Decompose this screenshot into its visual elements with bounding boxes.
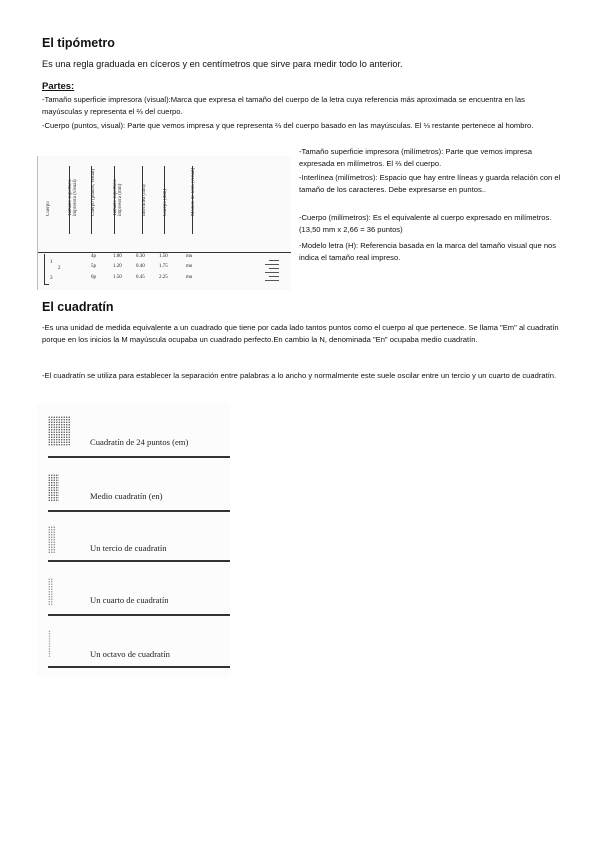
cuadratin-rule [48,560,230,562]
en-square-sample [48,474,59,502]
ruler-cell: 1.50 [159,254,168,259]
eighth-square-sample [48,630,51,658]
ruler-cell: mu [186,275,193,280]
ruler-col-label: Cuerpo (puntos, visual) [91,168,96,216]
ruler-cell: 0.30 [136,254,145,259]
cuadratin-label: Un octavo de cuadratín [90,649,170,659]
ruler-cell: mu [186,264,193,269]
ruler-tick [265,272,279,273]
partes-item-interlinea: -Interlínea (milímetros): Espacio que hay entre líneas y guarda relación con el tamaño de los caracteres. Debe expresarse en puntos.. [299,173,561,194]
ruler-cell: 2.25 [159,275,168,280]
ruler-arrow-line [164,166,165,234]
cuadratin-label: Un tercio de cuadratín [90,543,167,553]
partes-item-tamano-visual: -Tamaño superficie impresora (visual):Marca que expresa el tamaño del cuerpo de la letra cuya referencia más aproximada se encuentra en las mayúsculas y representa el ⅔ del cuerpo. [42,95,525,116]
ruler-cell: 0.45 [136,275,145,280]
ruler-row-number: 3 [50,276,53,281]
cuadratin-figure [37,404,230,676]
cuadratin-label: Cuadratín de 24 puntos (em) [90,437,189,447]
ruler-row-number: 2 [58,266,61,271]
partes-item-cuerpo-visual: -Cuerpo (puntos, visual): Parte que vemos impresa y que representa ⅔ del cuerpo basado en las mayúsculas. El ⅓ restante pertenece al hombro. [42,121,534,130]
ruler-arrow-line [192,166,193,234]
ruler-cell: 1.00 [113,254,122,259]
cuadratin-label: Medio cuadratín (en) [90,491,163,501]
section-title-tipometro: El tipómetro [42,36,115,50]
partes-item-tamano-mm: -Tamaño superficie impresora (milímetros): Parte que vemos impresa expresada en milímetros. El ⅔ del cuerpo. [299,147,532,168]
ruler-cell: 1.75 [159,264,168,269]
cuadratin-rule [48,456,230,458]
ruler-col-label: Tamaño superficie impresora (mm) [113,179,123,216]
ruler-tick [265,280,279,281]
em-square-sample [48,416,70,446]
ruler-divider [38,252,291,253]
ruler-cell: mu [186,254,193,259]
ruler-col-label: Cuerpo (mm) [163,188,168,216]
ruler-col-label: Tamaño superficie impresora (visual) [68,179,78,216]
ruler-cell: 1.50 [113,275,122,280]
cuadratin-rule [48,666,230,668]
ruler-tick [269,260,279,261]
ruler-col-label: Interlínea (mm) [142,184,147,216]
tipometro-ruler-image [37,156,291,290]
section-title-cuadratin: El cuadratín [42,300,114,314]
cuadratin-paragraph-1: -Es una unidad de medida equivalente a un cuadrado que tiene por cada lado tantos puntos como el cuerpo al que pertenece. Se llama "Em" al cuadratín porque en los inicios la M mayúscula ocupaba un cuadrado perfecto.En cambio la N, denominada "En" ocupaba medio cuadratín. [42,323,559,344]
ruler-bracket [44,254,49,285]
ruler-arrow-line [114,166,115,234]
cuadratin-rule [48,614,230,616]
third-square-sample [48,526,55,554]
ruler-cell: 1.20 [113,264,122,269]
ruler-tick [265,264,279,265]
ruler-col-label: Modelo de letra (visual) [191,167,196,216]
ruler-col-label: Cuerpo [46,201,51,216]
ruler-row-number: 1 [50,260,53,265]
ruler-arrow-line [91,166,92,234]
ruler-cell: 5p [91,264,96,269]
ruler-cell: 6p [91,275,96,280]
partes-item-modelo-letra: -Modelo letra (H): Referencia basada en la marca del tamaño visual que nos indica el tamaño real impreso. [299,241,557,262]
quarter-square-sample [48,578,53,606]
tipometro-intro: Es una regla graduada en cíceros y en centímetros que sirve para medir todo lo anterior. [42,59,403,69]
cuadratin-paragraph-2: -El cuadratín se utiliza para establecer la separación entre palabras a lo ancho y normalmente este suele oscilar entre un tercio y un cuarto de cuadratín. [42,371,557,380]
cuadratin-label: Un cuarto de cuadratín [90,595,169,605]
partes-item-cuerpo-mm: -Cuerpo (milímetros): Es el equivalente al cuerpo expresado en milímetros. (13,50 mm x 2,66 = 36 puntos) [299,213,552,234]
ruler-arrow-line [142,166,143,234]
ruler-cell: 4p [91,254,96,259]
partes-heading: Partes: [42,81,75,92]
ruler-tick [269,276,279,277]
ruler-tick [269,268,279,269]
ruler-cell: 0.40 [136,264,145,269]
ruler-arrow-line [69,166,70,234]
cuadratin-rule [48,510,230,512]
